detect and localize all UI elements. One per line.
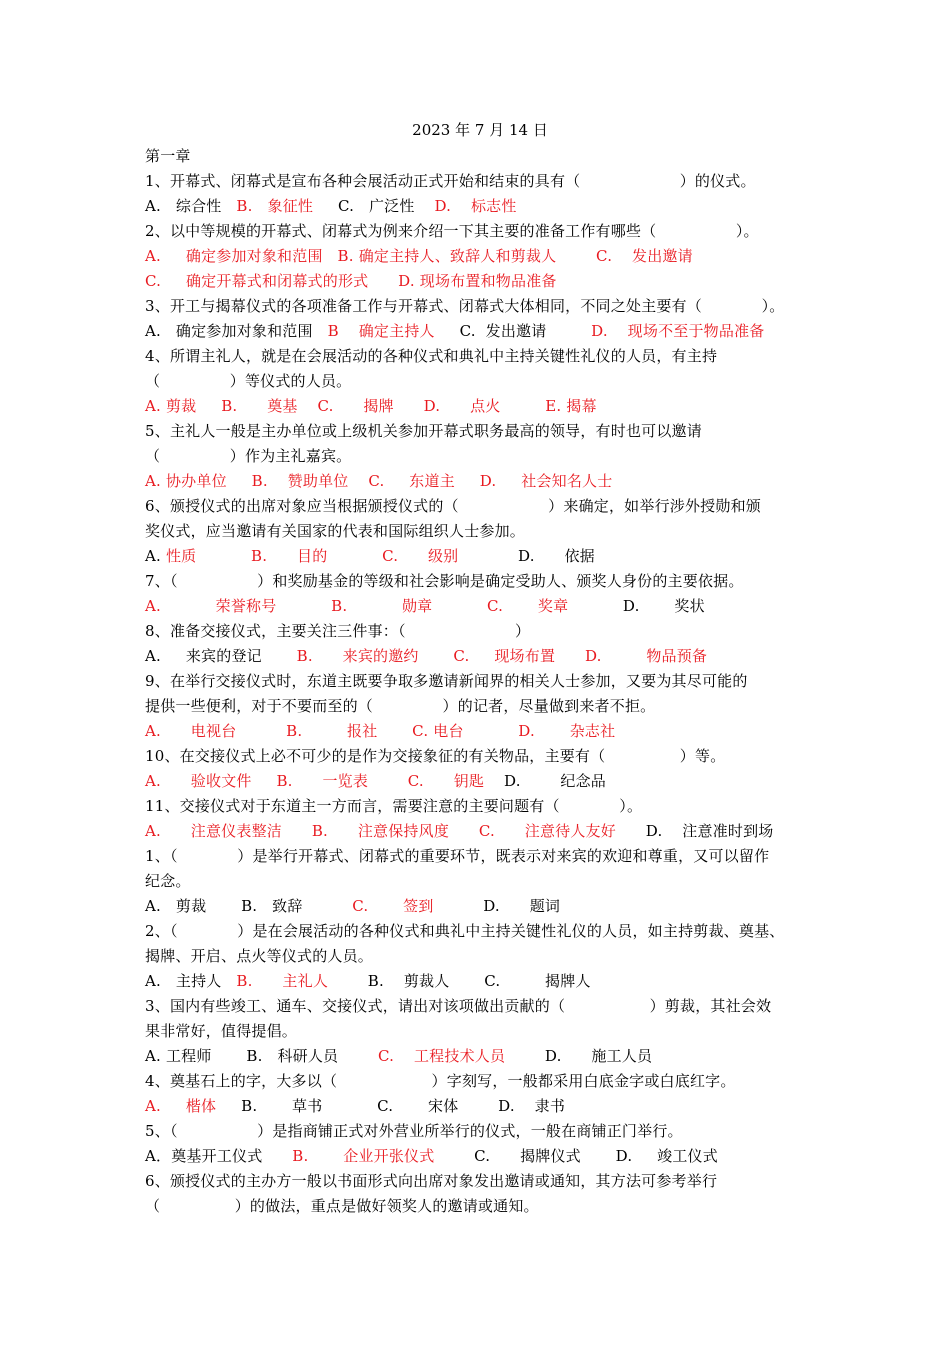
text-line xyxy=(145,969,815,994)
question-text: D. 施工人员 xyxy=(505,1047,653,1065)
text-line xyxy=(145,994,815,1019)
answer-text: A. 剪裁 B. 奠基 C. 揭牌 D. 点火 E. 揭幕 xyxy=(145,397,597,415)
question-text: B. 草书 C. 宋体 D. 隶书 xyxy=(216,1097,566,1115)
question-text: （ ）等仪式的人员。 xyxy=(145,372,352,390)
question-text: 5、（ ）是指商铺正式对外营业所举行的仪式，一般在商铺正门举行。 xyxy=(145,1122,683,1140)
question-text: 奖仪式，应当邀请有关国家的代表和国际组织人士参加。 xyxy=(145,522,526,540)
chapter-heading: 第一章 xyxy=(145,147,191,165)
question-text: 3、开工与揭幕仪式的各项准备工作与开幕式、闭幕式大体相同，不同之处主要有（ ）。 xyxy=(145,297,785,315)
question-text: D. 题词 xyxy=(433,897,561,915)
answer-text: D. 标志性 xyxy=(434,197,517,215)
text-line xyxy=(145,594,815,619)
answer-text: B. 主礼人 xyxy=(236,972,329,990)
text-line xyxy=(145,369,815,394)
question-text: D. 纪念品 xyxy=(484,772,607,790)
question-text: C. 发出邀请 xyxy=(434,322,592,340)
answer-text: D. 现场不至于物品准备 xyxy=(591,322,765,340)
question-text: 1、开幕式、闭幕式是宣布各种会展活动正式开始和结束的具有（ ）的仪式。 xyxy=(145,172,756,190)
answer-text: A. 验收文件 B. 一览表 C. 钥匙 xyxy=(145,772,485,790)
answer-text: B. 象征性 xyxy=(236,197,314,215)
answer-text: B. 来宾的邀约 C. 现场布置 D. 物品预备 xyxy=(296,647,708,665)
answer-text: 性质 B. 目的 C. 级别 xyxy=(165,547,459,565)
text-line xyxy=(145,169,815,194)
answer-text: A. 楷体 xyxy=(145,1097,217,1115)
question-text: A. 来宾的登记 xyxy=(145,647,297,665)
text-line xyxy=(145,1069,815,1094)
document-date: 2023 年 7 月 14 日 xyxy=(412,121,548,139)
answer-text: B. 企业开张仪式 xyxy=(292,1147,435,1165)
document-page xyxy=(145,118,815,1219)
text-line xyxy=(145,869,815,894)
text-line xyxy=(145,844,815,869)
text-line xyxy=(145,1119,815,1144)
question-text: 10、在交接仪式上必不可少的是作为交接象征的有关物品，主要有（ ）等。 xyxy=(145,747,726,765)
answer-text: B 确定主持人 xyxy=(327,322,435,340)
question-text: A. 确定参加对象和范围 xyxy=(145,322,328,340)
question-text: 5、主礼人一般是主办单位或上级机关参加开幕式职务最高的领导，有时也可以邀请 xyxy=(145,422,702,440)
text-line xyxy=(145,794,815,819)
text-line xyxy=(145,1094,815,1119)
question-text: 1、（ ）是举行开幕式、闭幕式的重要环节，既表示对来宾的欢迎和尊重，又可以留作 xyxy=(145,847,770,865)
question-text: A. 剪裁 B. 致辞 xyxy=(145,897,353,915)
question-text: 7、（ ）和奖励基金的等级和社会影响是确定受助人、颁奖人身份的主要依据。 xyxy=(145,572,744,590)
text-line xyxy=(145,944,815,969)
answer-text: A. 电视台 B. 报社 C. 电台 D. 杂志社 xyxy=(145,722,616,740)
question-text: C. 广泛性 xyxy=(313,197,435,215)
answer-text: C. 确定开幕式和闭幕式的形式 D. 现场布置和物品准备 xyxy=(145,272,557,290)
text-line xyxy=(145,819,815,844)
text-line xyxy=(145,1044,815,1069)
question-text: 9、在举行交接仪式时，东道主既要争取多邀请新闻界的相关人士参加，又要为其尽可能的 xyxy=(145,672,748,690)
question-text: 揭牌、开启、点火等仪式的人员。 xyxy=(145,947,374,965)
answer-text: A. 荣誉称号 B. 勋章 C. 奖章 xyxy=(145,597,569,615)
answer-text: A. 协办单位 B. 赞助单位 C. 东道主 D. 社会知名人士 xyxy=(145,472,613,490)
text-line xyxy=(145,644,815,669)
question-text: A. 综合性 xyxy=(145,197,237,215)
question-text: 3、国内有些竣工、通车、交接仪式，请出对该项做出贡献的（ ）剪裁，其社会效 xyxy=(145,997,772,1015)
text-line xyxy=(145,769,815,794)
text-line xyxy=(145,619,815,644)
text-line xyxy=(145,194,815,219)
text-line xyxy=(145,319,815,344)
text-line xyxy=(145,719,815,744)
text-line xyxy=(145,469,815,494)
answer-text: A. 确定参加对象和范围 B. 确定主持人、致辞人和剪裁人 C. 发出邀请 xyxy=(145,247,693,265)
question-text: 4、奠基石上的字，大多以（ ）字刻写，一般都采用白底金字或白底红字。 xyxy=(145,1072,736,1090)
text-line xyxy=(145,394,815,419)
question-text: A. xyxy=(145,547,166,565)
text-line xyxy=(145,894,815,919)
text-line xyxy=(145,919,815,944)
text-line xyxy=(145,1019,815,1044)
text-line xyxy=(145,519,815,544)
question-text: A．奠基开工仪式 xyxy=(145,1147,293,1165)
text-line xyxy=(145,694,815,719)
question-text: D. 依据 xyxy=(458,547,595,565)
question-text: 6、颁授仪式的主办方一般以书面形式向出席对象发出邀请或通知，其方法可参考举行 xyxy=(145,1172,718,1190)
text-line xyxy=(145,494,815,519)
text-line xyxy=(145,244,815,269)
text-line xyxy=(145,269,815,294)
question-text: D. 奖状 xyxy=(568,597,705,615)
question-text: A. 工程师 B. 科研人员 xyxy=(145,1047,378,1065)
question-text: 8、准备交接仪式，主要关注三件事：（ ） xyxy=(145,622,531,640)
question-text: 果非常好，值得提倡。 xyxy=(145,1022,298,1040)
question-text: D. 注意准时到场 xyxy=(615,822,774,840)
question-text: B. 剪裁人 C. 揭牌人 xyxy=(328,972,591,990)
text-line xyxy=(145,419,815,444)
text-line xyxy=(145,744,815,769)
question-text: 4、所谓主礼人，就是在会展活动的各种仪式和典礼中主持关键性礼仪的人员，有主持 xyxy=(145,347,718,365)
answer-text: A. 注意仪表整洁 B. 注意保持风度 C. 注意待人友好 xyxy=(145,822,616,840)
question-text: 6、颁授仪式的出席对象应当根据颁授仪式的（ ）来确定，如举行涉外授勋和颁 xyxy=(145,497,761,515)
text-line xyxy=(145,444,815,469)
text-line xyxy=(145,294,815,319)
text-line xyxy=(145,1144,815,1169)
question-list xyxy=(145,169,815,1219)
question-text: 提供一些便利，对于不要而至的（ ）的记者，尽量做到来者不拒。 xyxy=(145,697,656,715)
question-text: 11、交接仪式对于东道主一方而言，需要注意的主要问题有（ ）。 xyxy=(145,797,643,815)
text-line xyxy=(145,344,815,369)
question-text: （ ）作为主礼嘉宾。 xyxy=(145,447,352,465)
text-line xyxy=(145,569,815,594)
text-line xyxy=(145,1194,815,1219)
text-line xyxy=(145,669,815,694)
question-text: A. 主持人 xyxy=(145,972,237,990)
question-text: 2、以中等规模的开幕式、闭幕式为例来介绍一下其主要的准备工作有哪些（ ）。 xyxy=(145,222,759,240)
answer-text: C. 工程技术人员 xyxy=(378,1047,506,1065)
text-line xyxy=(145,219,815,244)
text-line xyxy=(145,1169,815,1194)
question-text: C. 揭牌仪式 D. 竣工仪式 xyxy=(434,1147,718,1165)
question-text: （ ）的做法，重点是做好领奖人的邀请或通知。 xyxy=(145,1197,539,1215)
text-line xyxy=(145,544,815,569)
question-text: 2、（ ）是在会展活动的各种仪式和典礼中主持关键性礼仪的人员，如主持剪裁、奠基、 xyxy=(145,922,785,940)
answer-text: C. 签到 xyxy=(352,897,434,915)
question-text: 纪念。 xyxy=(145,872,191,890)
